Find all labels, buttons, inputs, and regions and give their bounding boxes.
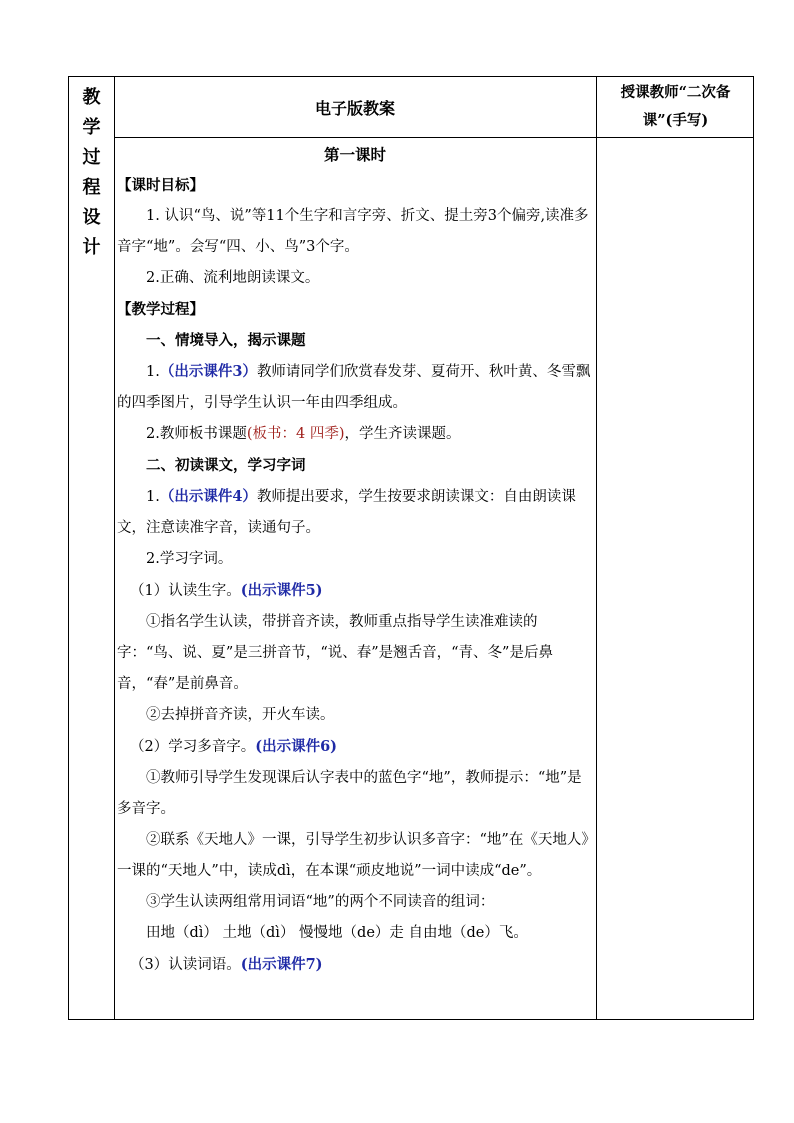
lesson-content [117,139,593,981]
paragraph: 2.学习字词。 [146,551,233,567]
paragraph [117,949,593,981]
paragraph [117,481,593,544]
side-label [69,77,114,263]
text: 1. [146,489,160,505]
side-char: 程 [82,177,101,198]
courseware-ref: (出示课件6) [255,738,338,755]
courseware-ref: （出示课件4） [159,488,257,505]
text: 1. [146,364,160,380]
courseware-ref: （出示课件3） [159,363,257,380]
paragraph: ③学生认读两组常用词语“地”的两个不同读音的组词： [146,894,495,910]
goal-heading: 【课时目标】 [117,177,204,194]
side-char: 计 [82,237,101,258]
courseware-ref: (出示课件5) [240,582,323,599]
side-char: 学 [82,117,101,138]
text: （1）认读生字。 [130,583,241,599]
text: 教师提出要求，学生按要求朗读课文：自由朗读课文，注意读准字音，读通句子。 [117,489,576,536]
paragraph: ①指名学生认读，带拼音齐读，教师重点指导学生读准难读的字：“鸟、说、夏”是三拼音节，“说、春”是翘舌音，“青、冬”是后鼻音，“春”是前鼻音。 [117,614,553,692]
column-divider [596,77,597,1019]
text: 2.教师板书课题 [146,426,247,442]
courseware-ref: (出示课件7) [240,956,323,973]
section-1-heading: 一、情境导入，揭示课题 [146,332,306,349]
board-number: 4 [296,426,306,442]
board-title: 四季) [305,426,345,442]
paragraph [117,575,593,607]
text: ，学生齐读课题。 [344,426,461,442]
paragraph [117,419,593,450]
text: （2）学习多音字。 [130,739,256,755]
lesson-title: 第一课时 [323,145,386,164]
paragraph: ②去掉拼音齐读，开火车读。 [146,707,335,723]
paragraph: ②联系《天地人》一课，引导学生初步认识多音字：“地”在《天地人》一课的“天地人”中，读成dì，在本课“顽皮地说”一词中读成“de”。 [117,832,589,879]
process-heading: 【教学过程】 [117,301,204,318]
paragraph [117,356,593,419]
board-note: (板书： [246,426,297,442]
side-char: 设 [82,207,101,228]
section-2-heading: 二、初读课文，学习字词 [146,457,306,474]
text: （3）认读词语。 [130,957,241,973]
header-title: 电子版教案 [314,98,395,118]
side-char: 教 [82,87,101,108]
paragraph [117,731,593,763]
column-divider [114,77,115,1019]
header-divider [114,137,753,138]
goal-1: 1. 认识“鸟、说”等11个生字和言字旁、折文、提土旁3个偏旁,读准多音字“地”。会写“四、小、鸟”3个字。 [117,208,589,255]
paragraph: 田地（dì） 土地（dì） 慢慢地（de）走 自由地（de）飞。 [146,925,528,941]
paragraph: ①教师引导学生发现课后认字表中的蓝色字“地”，教师提示：“地”是多音字。 [117,770,582,817]
text: 教师请同学们欣赏春发芽、夏荷开、秋叶黄、冬雪飘的四季图片，引导学生认识一年由四季组成。 [117,364,591,411]
side-char: 过 [82,147,101,168]
header-teacher-notes: 授课教师“二次备课”(手写) [620,84,731,129]
lesson-plan-table [68,76,754,1020]
goal-2: 2.正确、流利地朗读课文。 [146,270,320,286]
